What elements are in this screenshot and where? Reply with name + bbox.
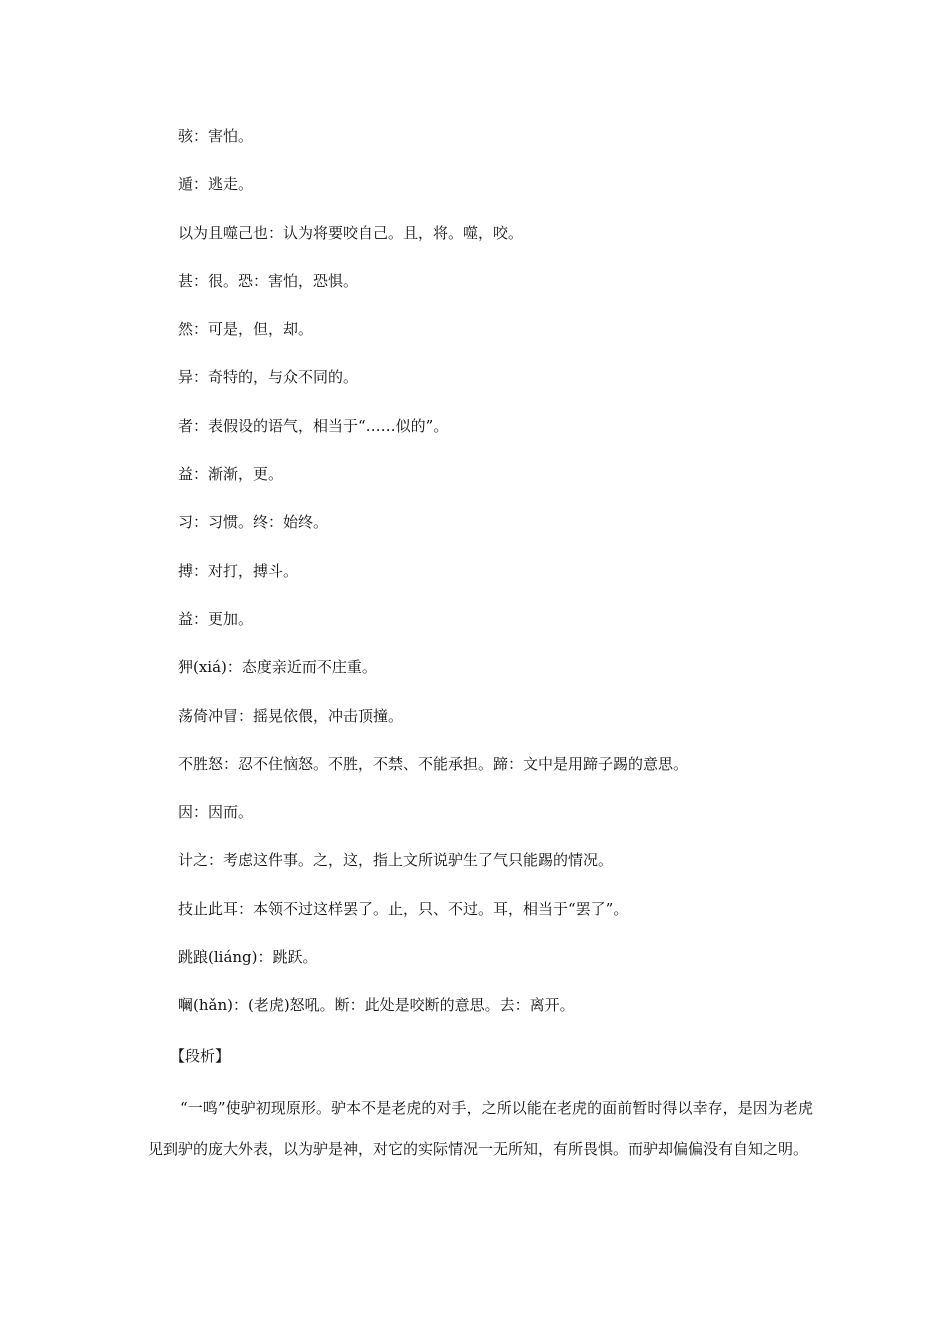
gloss-line: 狎(xiá)：态度亲近而不庄重。 xyxy=(178,658,377,677)
gloss-line: 计之：考虑这件事。之，这，指上文所说驴生了气只能踢的情况。 xyxy=(178,851,614,870)
gloss-line: 习：习惯。终：始终。 xyxy=(178,513,329,532)
gloss-list xyxy=(178,124,878,1042)
gloss-line: 跳踉(liáng)：跳跃。 xyxy=(178,948,318,967)
gloss-line: 㘎(hǎn)：(老虎)怒吼。断：此处是咬断的意思。去：离开。 xyxy=(178,996,575,1015)
gloss-line: 甚：很。恐：害怕，恐惧。 xyxy=(178,271,359,290)
gloss-line: 搏：对打，搏斗。 xyxy=(178,561,299,580)
gloss-line: 异：奇特的，与众不同的。 xyxy=(178,368,359,387)
gloss-line: 因：因而。 xyxy=(178,803,254,822)
gloss-line: 骇：害怕。 xyxy=(178,127,254,145)
gloss-line: 者：表假设的语气，相当于“……似的”。 xyxy=(178,416,449,435)
gloss-line: 以为且噬己也：认为将要咬自己。且，将。噬，咬。 xyxy=(178,223,524,242)
analysis-paragraph: “一鸣”使驴初现原形。驴本不是老虎的对手，之所以能在老虎的面前暂时得以幸存，是因为老虎见到驴的庞大外表，以为驴是神，对它的实际情况一无所知，有所畏惧。而驴却偏偏没有自知之明。 xyxy=(148,1099,813,1158)
gloss-line: 益：更加。 xyxy=(178,609,254,628)
gloss-line: 荡倚冲冒：摇晃依偎，冲击顶撞。 xyxy=(178,706,404,725)
section-heading: 【段析】 xyxy=(170,1047,231,1065)
gloss-line: 遁：逃走。 xyxy=(178,175,254,194)
gloss-line: 益：渐渐，更。 xyxy=(178,465,284,484)
gloss-line: 不胜怒：忍不住恼怒。不胜，不禁、不能承担。蹄：文中是用蹄子踢的意思。 xyxy=(178,754,689,773)
gloss-line: 技止此耳：本领不过这样罢了。止，只、不过。耳，相当于“罢了”。 xyxy=(178,899,629,918)
gloss-line: 然：可是，但，却。 xyxy=(178,320,314,339)
